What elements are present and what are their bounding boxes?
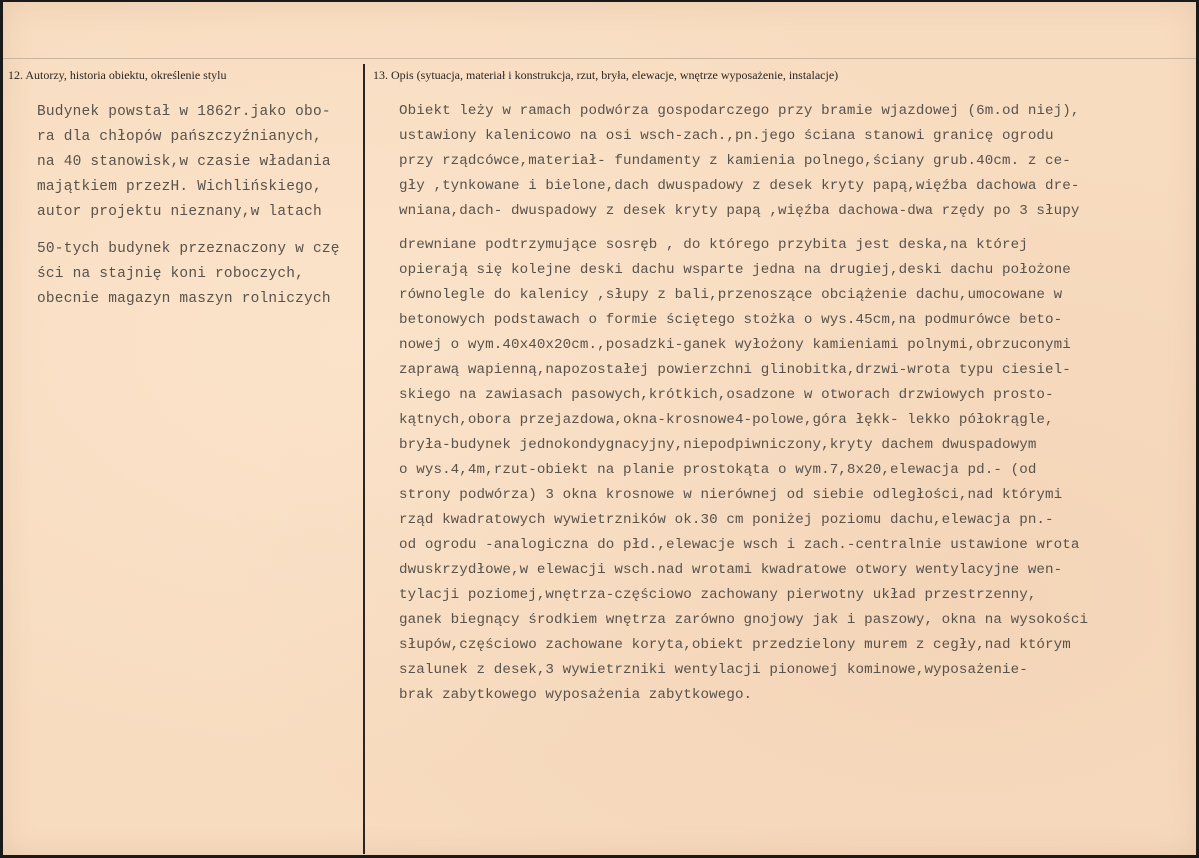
text-line: słupów,częściowo zachowane koryta,obiekt przedzielony murem z cegły,nad którym [399,637,1071,653]
text-line: od ogrodu -analogiczna do płd.,elewacje wsch i zach.-centralnie ustawione wrota [399,537,1080,553]
section-13-text [399,99,1196,708]
text-line: betonowych podstawach o formie ściętego stożka o wys.45cm,na podmurówce beto- [399,312,1063,328]
text-line: o wys.4,4m,rzut-obiekt na planie prostokąta o wym.7,8x20,elewacja pd.- (od [399,462,1037,478]
text-line: autor projektu nieznany,w latach [37,204,322,220]
text-line: wniana,dach- dwuspadowy z desek kryty papą ,więźba dachowa-dwa rzędy po 3 słupy [399,203,1080,219]
text-line: kątnych,obora przejazdowa,okna-krosnowe4-polowe,góra łękk- lekko półokrągle, [399,412,1054,428]
section-13-header: 13. Opis (sytuacja, materiał i konstrukcja, rzut, bryła, elewacje, wnętrze wyposażenie, instalacje) [373,68,839,82]
text-line: Obiekt leży w ramach podwórza gospodarczego przy bramie wjazdowej (6m.od niej), [399,103,1080,119]
text-line: równolegle do kalenicy ,słupy z bali,przenoszące obciążenie dachu,umocowane w [399,287,1063,303]
text-line: gły ,tynkowane i bielone,dach dwuspadowy z desek kryty papą,więźba dachowa dre- [399,178,1080,194]
text-line: ra dla chłopów pańszczyźnianych, [37,129,322,145]
text-line: szalunek z desek,3 wywietrzniki wentylacji pionowej kominowe,wyposażenie- [399,662,1028,678]
text-line: majątkiem przezH. Wichlińskiego, [37,179,322,195]
text-line: nowej o wym.40x40x20cm.,posadzki-ganek wyłożony kamieniami polnymi,obrzuconymi [399,337,1071,353]
text-line: skiego na zawiasach pasowych,krótkich,osadzone w otworach drzwiowych prosto- [399,387,1054,403]
top-rule [3,58,1196,59]
text-line: ści na stajnię koni roboczych, [37,266,305,282]
text-line: Budynek powstał w 1862r.jako obo- [37,104,331,120]
text-line: ganek biegnący środkiem wnętrza zarówno gnojowy jak i paszowy, okna na wysokości [399,612,1089,628]
text-line: przy rządcówce,materiał- fundamenty z kamienia polnego,ściany grub.40cm. z ce- [399,153,1071,169]
text-line: bryła-budynek jednokondygnacyjny,niepodpiwniczony,kryty dachem dwuspadowym [399,437,1037,453]
text-line: ustawiony kalenicowo na osi wsch-zach.,pn.jego ściana stanowi granicę ogrodu [399,128,1054,144]
text-line: strony podwórza) 3 okna krosnowe w nierównej od siebie odległości,nad którymi [399,487,1063,503]
text-line: opierają się kolejne deski dachu wsparte jedna na drugiej,deski dachu położone [399,262,1071,278]
record-card [3,2,1196,855]
text-line: dwuskrzydłowe,w elewacji wsch.nad wrotami kwadratowe otwory wentylacyjne wen- [399,562,1063,578]
text-line: zaprawą wapienną,napozostałej powierzchni glinobitka,drzwi-wrota typu ciesiel- [399,362,1071,378]
text-line: 50-tych budynek przeznaczony w czę [37,241,340,257]
text-line: rząd kwadratowych wywietrzników ok.30 cm poniżej poziomu dachu,elewacja pn.- [399,512,1054,528]
text-line: drewniane podtrzymujące sosręb , do którego przybita jest deska,na której [399,237,1028,253]
section-12-text [37,100,369,312]
text-line: tylacji poziomej,wnętrza-częściowo zachowany pierwotny układ przestrzenny, [399,587,1037,603]
text-line: brak zabytkowego wyposażenia zabytkowego. [399,687,753,703]
section-12-header: 12. Autorzy, historia obiektu, określenie stylu [8,68,227,82]
text-line: obecnie magazyn maszyn rolniczych [37,291,331,307]
text-line: na 40 stanowisk,w czasie władania [37,154,331,170]
